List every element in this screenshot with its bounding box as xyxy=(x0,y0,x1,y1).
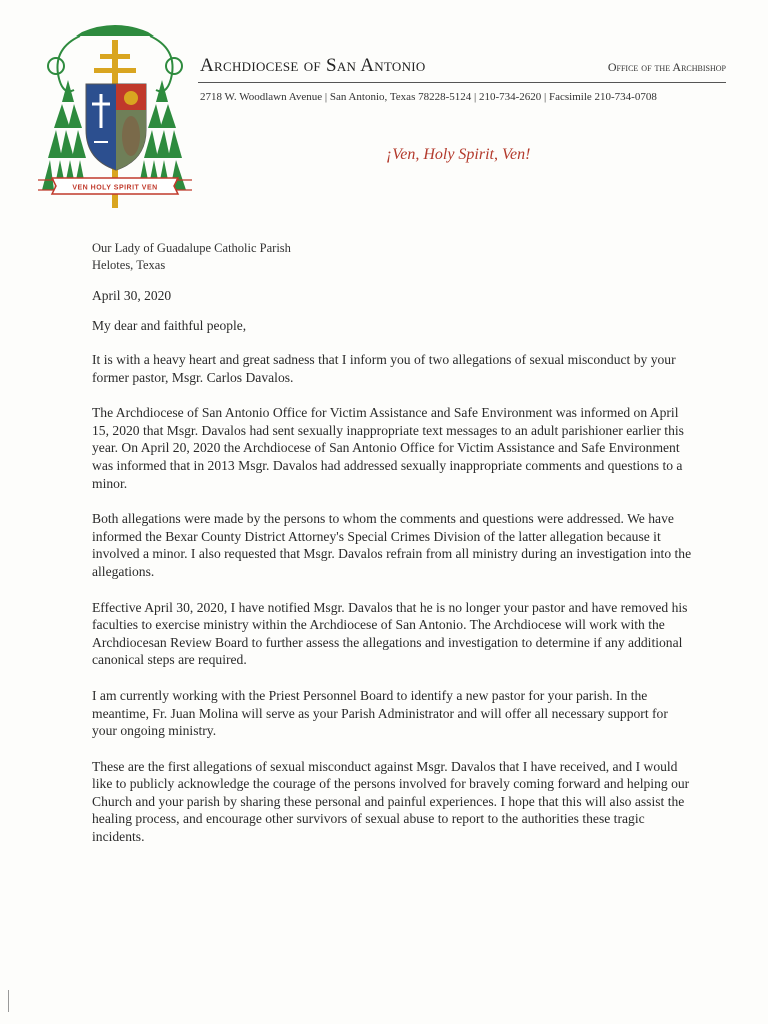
tassels-left xyxy=(42,80,86,190)
salutation: My dear and faithful people, xyxy=(92,318,247,333)
paragraph: Effective April 30, 2020, I have notified Msgr. Davalos that he is no longer your pastor and have removed his faculties to exercise ministry within the Archdiocese of San Antonio. The Archdiocese will work with the Archdiocesan Review Board to further assess the allegations and investigation to determine if any additional canonical steps are required. xyxy=(92,599,688,668)
letterhead-address: 2718 W. Woodlawn Avenue | San Antonio, Texas 78228-5124 | 210-734-2620 | Facsimile 210-734-0708 xyxy=(200,91,657,103)
paragraph: It is with a heavy heart and great sadness that I inform you of two allegations of sexual misconduct by your former pastor, Msgr. Carlos Davalos. xyxy=(92,352,676,385)
office-name: Office of the Archbishop xyxy=(607,60,726,74)
paragraph: I am currently working with the Priest Personnel Board to identify a new pastor for your parish. In the meantime, Fr. Juan Molina will serve as your Parish Administrator and will offer all necessary support for your ongoing ministry. xyxy=(92,687,668,739)
recipient-line-1: Our Lady of Guadalupe Catholic Parish xyxy=(92,241,291,255)
crest-banner-text: VEN HOLY SPIRIT VEN xyxy=(72,184,158,192)
letterhead-motto: ¡Ven, Holy Spirit, Ven! xyxy=(386,146,531,163)
paragraph: Both allegations were made by the persons to whom the comments and questions were addressed. We have informed the Bexar County District Attorney's Special Crimes Division of the latter allegation because it involved a minor. I also requested that Msgr. Davalos refrain from all ministry during an investigation into the allegations. xyxy=(92,511,692,579)
letterhead-divider xyxy=(198,82,726,83)
recipient-block xyxy=(92,240,291,274)
motto-banner xyxy=(38,178,192,194)
archdiocese-coat-of-arms xyxy=(34,18,196,214)
paragraph: These are the first allegations of sexual misconduct against Msgr. Davalos that I have received, and I would like to publicly acknowledge the courage of the persons involved for bravely coming forward and helping our Church and your parish by sharing these personal and painful experiences. I hope that this will also assist the healing process, and encourage other survivors of sexual abuse to report to the authorities these tragic incidents. xyxy=(92,758,690,845)
galero-hat xyxy=(76,25,154,36)
paragraph: The Archdiocese of San Antonio Office for Victim Assistance and Safe Environment was informed on April 15, 2020 that Msgr. Davalos had sent sexually inappropriate text messages to an adult parishioner earlier this year. On April 20, 2020 the Archdiocese of San Antonio Office for Victim Assistance and Safe Environment was informed that in 2013 Msgr. Davalos had addressed sexually inappropriate comments and questions to a minor. xyxy=(92,405,684,491)
letter-body xyxy=(92,351,692,864)
letter-date: April 30, 2020 xyxy=(92,288,172,303)
scan-edge-mark xyxy=(8,990,9,1012)
recipient-line-2: Helotes, Texas xyxy=(92,258,166,272)
organization-name: Archdiocese of San Antonio xyxy=(200,55,426,76)
